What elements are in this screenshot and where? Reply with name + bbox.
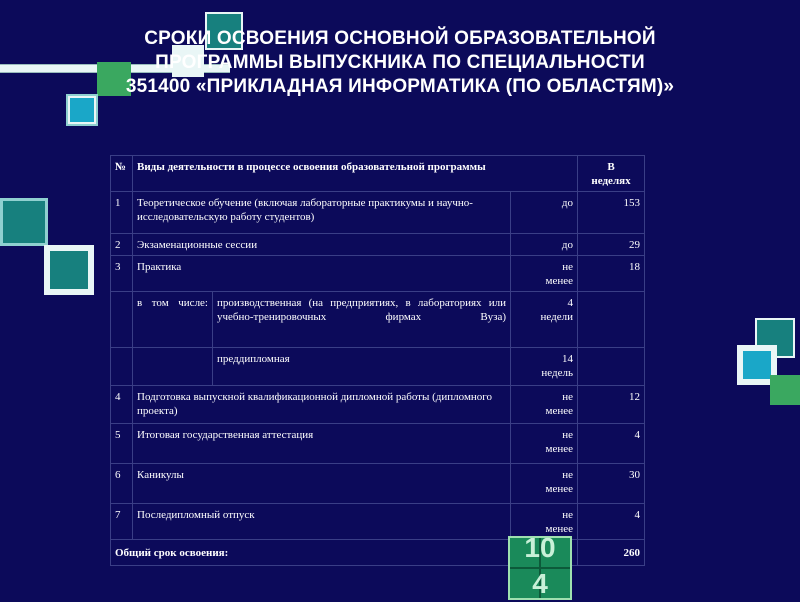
sub-empty (578, 292, 645, 348)
row-num: 5 (111, 424, 133, 464)
header-weeks-line: неделях (591, 175, 631, 187)
qualifier-line: менее (545, 405, 573, 417)
qualifier-line: менее (545, 275, 573, 287)
qualifier-line: не (562, 469, 573, 481)
qualifier-line: не (562, 391, 573, 403)
row-activity: Подготовка выпускной квалификационной дипломной работы (дипломного проекта) (133, 386, 511, 424)
header-weeks (578, 156, 645, 192)
row-num: 2 (111, 234, 133, 256)
row-num: 6 (111, 464, 133, 504)
sub-name: производственная (на предприятиях, в лабораториях или учебно-тренировочных фирмах Вуза) (213, 292, 511, 348)
page-number-line: 10 (524, 532, 556, 563)
row-weeks: 18 (578, 256, 645, 292)
decor-square (770, 375, 800, 405)
sub-empty (133, 348, 213, 386)
table-subrow (111, 348, 645, 386)
decor-square (50, 251, 88, 289)
row-activity: Каникулы (133, 464, 511, 504)
qualifier-line: не (562, 261, 573, 273)
table-subrow (111, 292, 645, 348)
table-row (111, 386, 645, 424)
row-qualifier (511, 464, 578, 504)
row-num: 4 (111, 386, 133, 424)
row-activity: Экзаменационные сессии (133, 234, 511, 256)
sub-value-line: недель (541, 367, 573, 379)
row-weeks: 153 (578, 192, 645, 234)
table-row (111, 424, 645, 464)
qualifier-line: менее (545, 483, 573, 495)
row-qualifier (511, 256, 578, 292)
row-activity: Последипломный отпуск (133, 504, 511, 540)
header-num: № (111, 156, 133, 192)
page-number (508, 530, 572, 602)
sub-empty (111, 292, 133, 348)
row-weeks: 30 (578, 464, 645, 504)
page-title (40, 27, 760, 99)
row-qualifier (511, 386, 578, 424)
sub-name: преддипломная (213, 348, 511, 386)
row-qualifier: до (511, 234, 578, 256)
row-weeks: 4 (578, 504, 645, 540)
row-qualifier: до (511, 192, 578, 234)
row-weeks: 12 (578, 386, 645, 424)
header-weeks-line: В (607, 161, 615, 173)
row-activity: Практика (133, 256, 511, 292)
sub-value (511, 348, 578, 386)
table-row (111, 256, 645, 292)
page-number-line: 4 (532, 568, 548, 599)
total-weeks: 260 (578, 540, 645, 566)
qualifier-line: менее (545, 443, 573, 455)
decor-square (70, 98, 94, 122)
row-num: 1 (111, 192, 133, 234)
qualifier-line: не (562, 429, 573, 441)
sub-value (511, 292, 578, 348)
program-terms-table (110, 155, 645, 566)
table-header-row (111, 156, 645, 192)
sub-value-line: 14 (562, 353, 573, 365)
sub-label: в том числе: (133, 292, 213, 348)
table-row (111, 192, 645, 234)
sub-value-line: 4 (567, 297, 573, 309)
row-weeks: 29 (578, 234, 645, 256)
sub-value-line: недели (540, 311, 573, 323)
title-line: ПРОГРАММЫ ВЫПУСКНИКА ПО СПЕЦИАЛЬНОСТИ (155, 52, 645, 73)
row-qualifier (511, 424, 578, 464)
decor-square (743, 351, 771, 379)
sub-empty (578, 348, 645, 386)
row-num: 7 (111, 504, 133, 540)
qualifier-line: не (562, 509, 573, 521)
sub-empty (111, 348, 133, 386)
row-num: 3 (111, 256, 133, 292)
row-activity: Теоретическое обучение (включая лабораторные практикумы и научно-исследовательскую работу студентов) (133, 192, 511, 234)
title-line: 351400 «ПРИКЛАДНАЯ ИНФОРМАТИКА (ПО ОБЛАСТЯМ)» (125, 76, 675, 97)
table-row (111, 234, 645, 256)
title-line: СРОКИ ОСВОЕНИЯ ОСНОВНОЙ ОБРАЗОВАТЕЛЬНОЙ (144, 28, 656, 49)
qualifier-line: менее (545, 523, 573, 535)
decor-square (0, 198, 48, 246)
row-weeks: 4 (578, 424, 645, 464)
header-activity: Виды деятельности в процессе освоения образовательной программы (133, 156, 578, 192)
row-activity: Итоговая государственная аттестация (133, 424, 511, 464)
table-row (111, 464, 645, 504)
total-label: Общий срок освоения: (111, 540, 578, 566)
